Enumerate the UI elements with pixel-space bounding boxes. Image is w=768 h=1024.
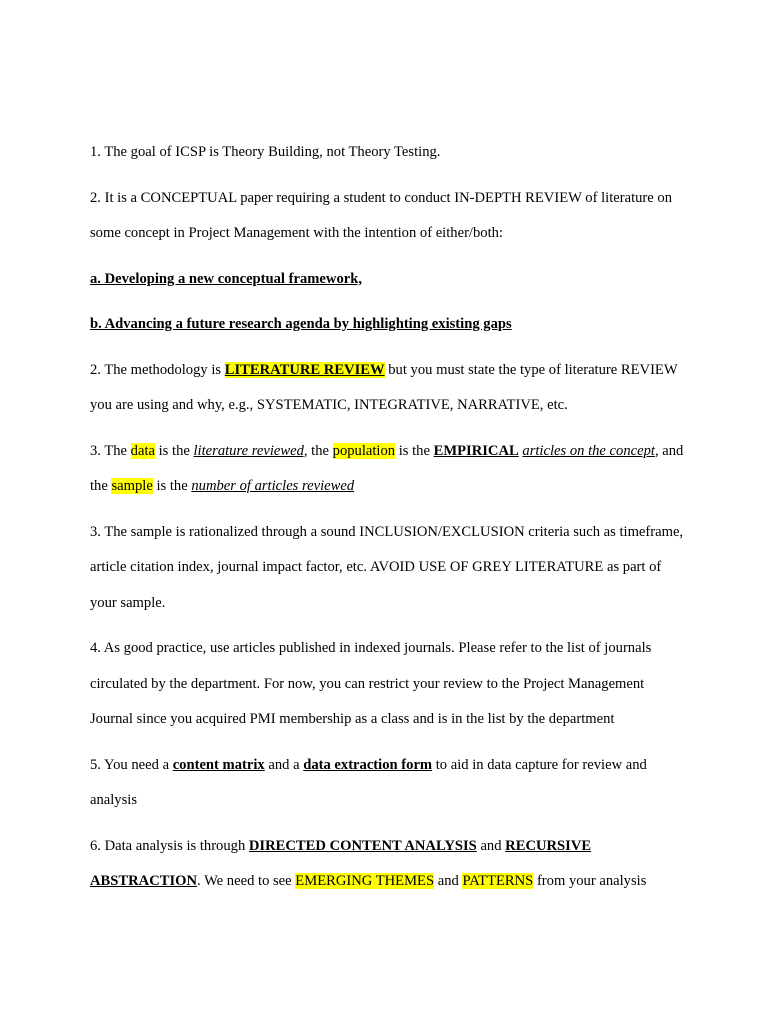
def-articles-on-concept: articles on the concept <box>522 442 655 459</box>
def-text-1: 3. The <box>90 442 131 459</box>
item-b-text: b. Advancing a future research agenda by highlighting existing gaps <box>90 316 512 332</box>
def-literature-reviewed: literature reviewed, <box>193 442 308 459</box>
paragraph-data-definition <box>90 434 690 505</box>
analysis-directed-content: DIRECTED CONTENT ANALYSIS <box>248 837 477 854</box>
def-data-highlight: data <box>130 442 155 459</box>
paragraph-good-practice: 4. As good practice, use articles published in indexed journals. Please refer to the list of journals circulated by the department. For now, you can restrict your review to the Project Management Journal since you acquired PMI membership as a class and is in the list by the department <box>90 640 652 727</box>
methodology-text-1: 2. The methodology is <box>90 361 225 378</box>
tools-text-2: and a <box>264 756 304 773</box>
def-text-5: , and the <box>90 442 684 494</box>
analysis-text-2: and <box>476 837 506 854</box>
def-text-6: is the <box>152 478 192 494</box>
analysis-text-1: 6. Data analysis is through <box>90 837 249 854</box>
paragraph-analysis <box>90 829 690 900</box>
paragraph-goal: 1. The goal of ICSP is Theory Building, not Theory Testing. <box>90 144 441 160</box>
analysis-text-5: from your analysis <box>533 873 647 889</box>
paragraph-item-b <box>90 307 690 343</box>
analysis-text-3: . We need to see <box>197 873 296 889</box>
tools-text-1: 5. You need a <box>90 756 173 773</box>
def-number-of-articles: number of articles reviewed <box>191 478 355 494</box>
methodology-highlight: LITERATURE REVIEW <box>224 361 385 378</box>
def-sample-highlight: sample <box>111 478 153 494</box>
def-text-2: is the <box>154 442 194 459</box>
def-text-3: the <box>307 442 333 459</box>
def-empirical: EMPIRICAL <box>433 442 519 459</box>
paragraph-methodology <box>90 353 690 424</box>
methodology-text-2: but you must state the type of literature REVIEW you are using and why, e.g., SYSTEMATIC, INTEGRATIVE, NARRATIVE, etc. <box>90 361 678 413</box>
paragraph-tools <box>90 748 690 819</box>
def-text-4: is the <box>395 442 434 459</box>
analysis-emerging-themes-highlight: EMERGING THEMES <box>295 873 435 889</box>
analysis-patterns-highlight: PATTERNS <box>462 873 534 889</box>
analysis-recursive-abstraction: RECURSIVE ABSTRACTION <box>90 837 592 889</box>
document-page <box>90 135 690 900</box>
tools-data-extraction-form: data extraction form <box>303 756 433 773</box>
paragraph-item-a <box>90 262 690 298</box>
def-population-highlight: population <box>332 442 396 459</box>
item-a-text: a. Developing a new conceptual framework, <box>90 270 362 287</box>
tools-content-matrix: content matrix <box>172 756 265 773</box>
analysis-text-4: and <box>434 873 463 889</box>
paragraph-sample: 3. The sample is rationalized through a sound INCLUSION/EXCLUSION criteria such as timeframe, article citation index, journal impact factor, etc. AVOID USE OF GREY LITERATURE as part of your sample. <box>90 523 684 611</box>
tools-text-3: to aid in data capture for review and analysis <box>90 756 647 808</box>
paragraph-conceptual: 2. It is a CONCEPTUAL paper requiring a student to conduct IN-DEPTH REVIEW of literature on some concept in Project Management with the intention of either/both: <box>90 189 672 241</box>
